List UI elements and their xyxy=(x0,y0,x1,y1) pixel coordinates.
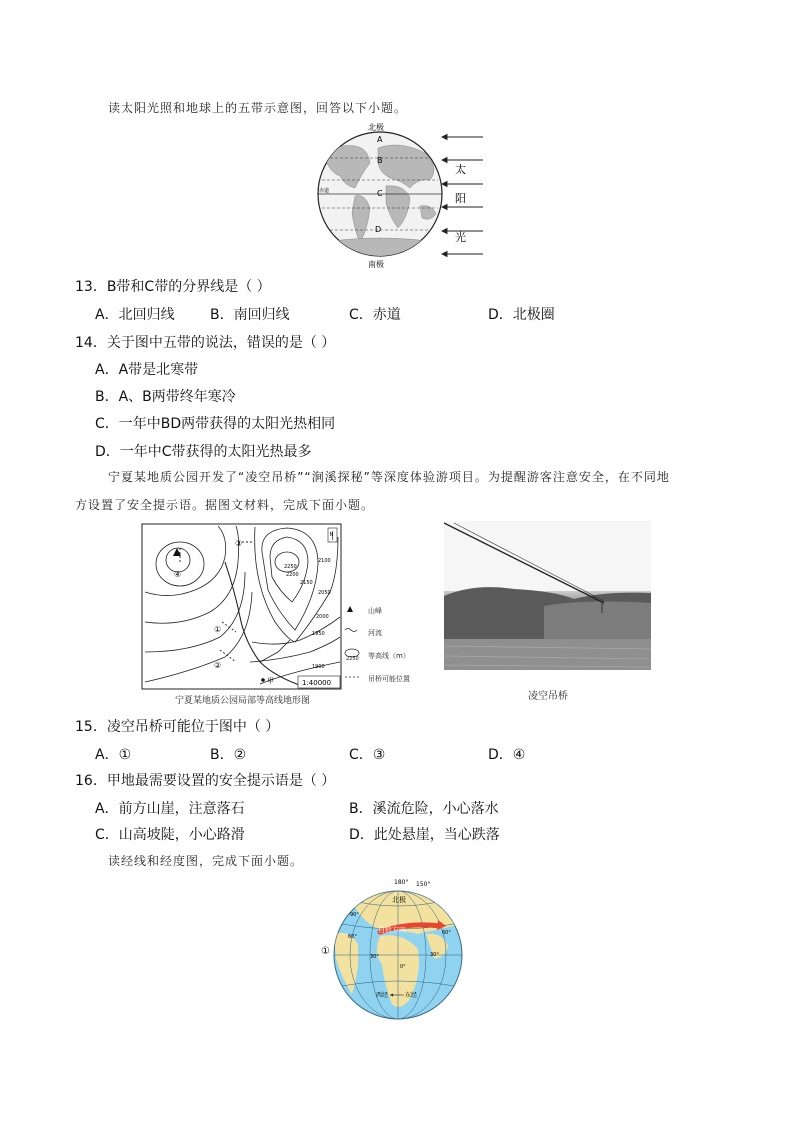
intro-text-2-line1: 宁夏某地质公园开发了“凌空吊桥”“涧溪探秘”等深度体验游项目。为提醒游客注意安全，在不同地 xyxy=(108,470,670,484)
map-label-4: ④ xyxy=(174,570,182,579)
contour-map-figure xyxy=(140,522,366,694)
q14-option-c[interactable]: C．一年中BD两带获得的太阳光热相同 xyxy=(95,416,336,432)
contour-1950: 1950 xyxy=(312,631,325,637)
zone-d-label: D xyxy=(375,225,382,234)
point-jia-label: 甲 xyxy=(267,677,274,685)
contour-2100: 2100 xyxy=(318,558,331,564)
question-13: 13．B带和C带的分界线是（ ） xyxy=(75,279,271,295)
equator-label: 赤道 xyxy=(319,188,330,194)
q16-option-b[interactable]: B．溪流危险，小心落水 xyxy=(349,801,499,817)
map-label-3: ③ xyxy=(235,539,243,548)
q15-option-a[interactable]: A．① xyxy=(95,747,132,763)
right-label-30: 30° xyxy=(430,952,439,958)
question-16: 16．甲地最需要设置的安全提示语是（ ） xyxy=(75,773,336,789)
east-longitude-label: 东经 xyxy=(405,992,418,999)
q15-option-c[interactable]: C．③ xyxy=(349,747,386,763)
photo-caption: 凌空吊桥 xyxy=(528,691,568,702)
contour-2000: 2000 xyxy=(316,614,329,620)
north-pole-label: 北极 xyxy=(368,123,384,132)
q13-option-d[interactable]: D．北极圈 xyxy=(488,307,555,323)
five-zones-figure xyxy=(300,118,495,270)
sun-char-3: 光 xyxy=(455,231,466,244)
north-arrow-label: N xyxy=(329,532,334,538)
contour-2200: 2200 xyxy=(286,572,299,578)
contour-1900: 1900 xyxy=(312,664,325,670)
legend-contour: 等高线（m） xyxy=(368,652,410,660)
intro-text-1: 读太阳光照和地球上的五带示意图，回答以下小题。 xyxy=(108,101,408,115)
top-label-150: 150° xyxy=(416,881,431,888)
q13-option-b[interactable]: B．南回归线 xyxy=(210,307,290,323)
zone-a-label: A xyxy=(377,135,383,144)
q14-option-b[interactable]: B．A、B两带终年寒冷 xyxy=(95,389,236,405)
map-caption: 宁夏某地质公园局部等高线地形图 xyxy=(175,696,311,706)
legend-bridge: 吊桥可能位置 xyxy=(368,675,410,683)
lat-label-30: 30° xyxy=(370,954,379,960)
legend-peak: 山峰 xyxy=(368,607,382,615)
q16-option-c[interactable]: C．山高坡陡，小心路滑 xyxy=(95,827,245,843)
q15-option-d[interactable]: D．④ xyxy=(488,747,526,763)
legend-river: 河流 xyxy=(368,629,382,637)
lat-label-60: 60° xyxy=(348,934,357,940)
q13-option-a[interactable]: A．北回归线 xyxy=(95,307,175,323)
intro-text-3: 读经线和经度图，完成下面小题。 xyxy=(108,854,304,868)
q13-option-c[interactable]: C．赤道 xyxy=(349,307,401,323)
q15-option-b[interactable]: B．② xyxy=(210,747,247,763)
lat-label-0: 0° xyxy=(400,964,406,970)
contour-2150: 2150 xyxy=(300,580,313,586)
globe-north-pole-label: 北极 xyxy=(392,896,406,904)
sun-char-2: 阳 xyxy=(455,192,466,205)
q14-option-a[interactable]: A．A带是北寒带 xyxy=(95,362,199,378)
globe-marker-1: ① xyxy=(321,946,330,957)
lat-label-90: 90° xyxy=(350,912,359,918)
question-15: 15．凌空吊桥可能位于图中（ ） xyxy=(75,719,280,735)
map-label-1: ① xyxy=(214,625,222,634)
map-label-2: ② xyxy=(214,661,222,670)
q14-option-d[interactable]: D．一年中C带获得的太阳光热最多 xyxy=(95,444,312,460)
contour-2050: 2050 xyxy=(318,590,331,596)
intro-text-2-line2: 方设置了安全提示语。据图文材料，完成下面小题。 xyxy=(75,498,375,512)
south-pole-label: 南极 xyxy=(368,260,384,269)
bridge-photo-drawing xyxy=(444,521,651,670)
q16-option-d[interactable]: D．此处悬崖，当心跌落 xyxy=(349,827,500,843)
contour-2250: 2250 xyxy=(284,564,297,570)
right-label-60: 60° xyxy=(442,930,451,936)
question-14: 14．关于图中五带的说法，错误的是（ ） xyxy=(75,335,336,351)
map-scale: 1:40000 xyxy=(302,679,332,687)
zone-c-label: C xyxy=(377,189,383,198)
legend-contour-sample: 2250 xyxy=(346,656,359,662)
rotation-label: 自转方向 xyxy=(378,926,406,934)
top-label-180: 180° xyxy=(394,879,409,886)
sun-char-1: 太 xyxy=(455,163,466,176)
longitude-globe-figure xyxy=(318,874,468,1026)
suspension-bridge-photo xyxy=(444,521,651,670)
q16-option-a[interactable]: A．前方山崖，注意落石 xyxy=(95,801,245,817)
zone-b-label: B xyxy=(377,156,383,165)
west-longitude-label: 西经 xyxy=(376,992,389,999)
